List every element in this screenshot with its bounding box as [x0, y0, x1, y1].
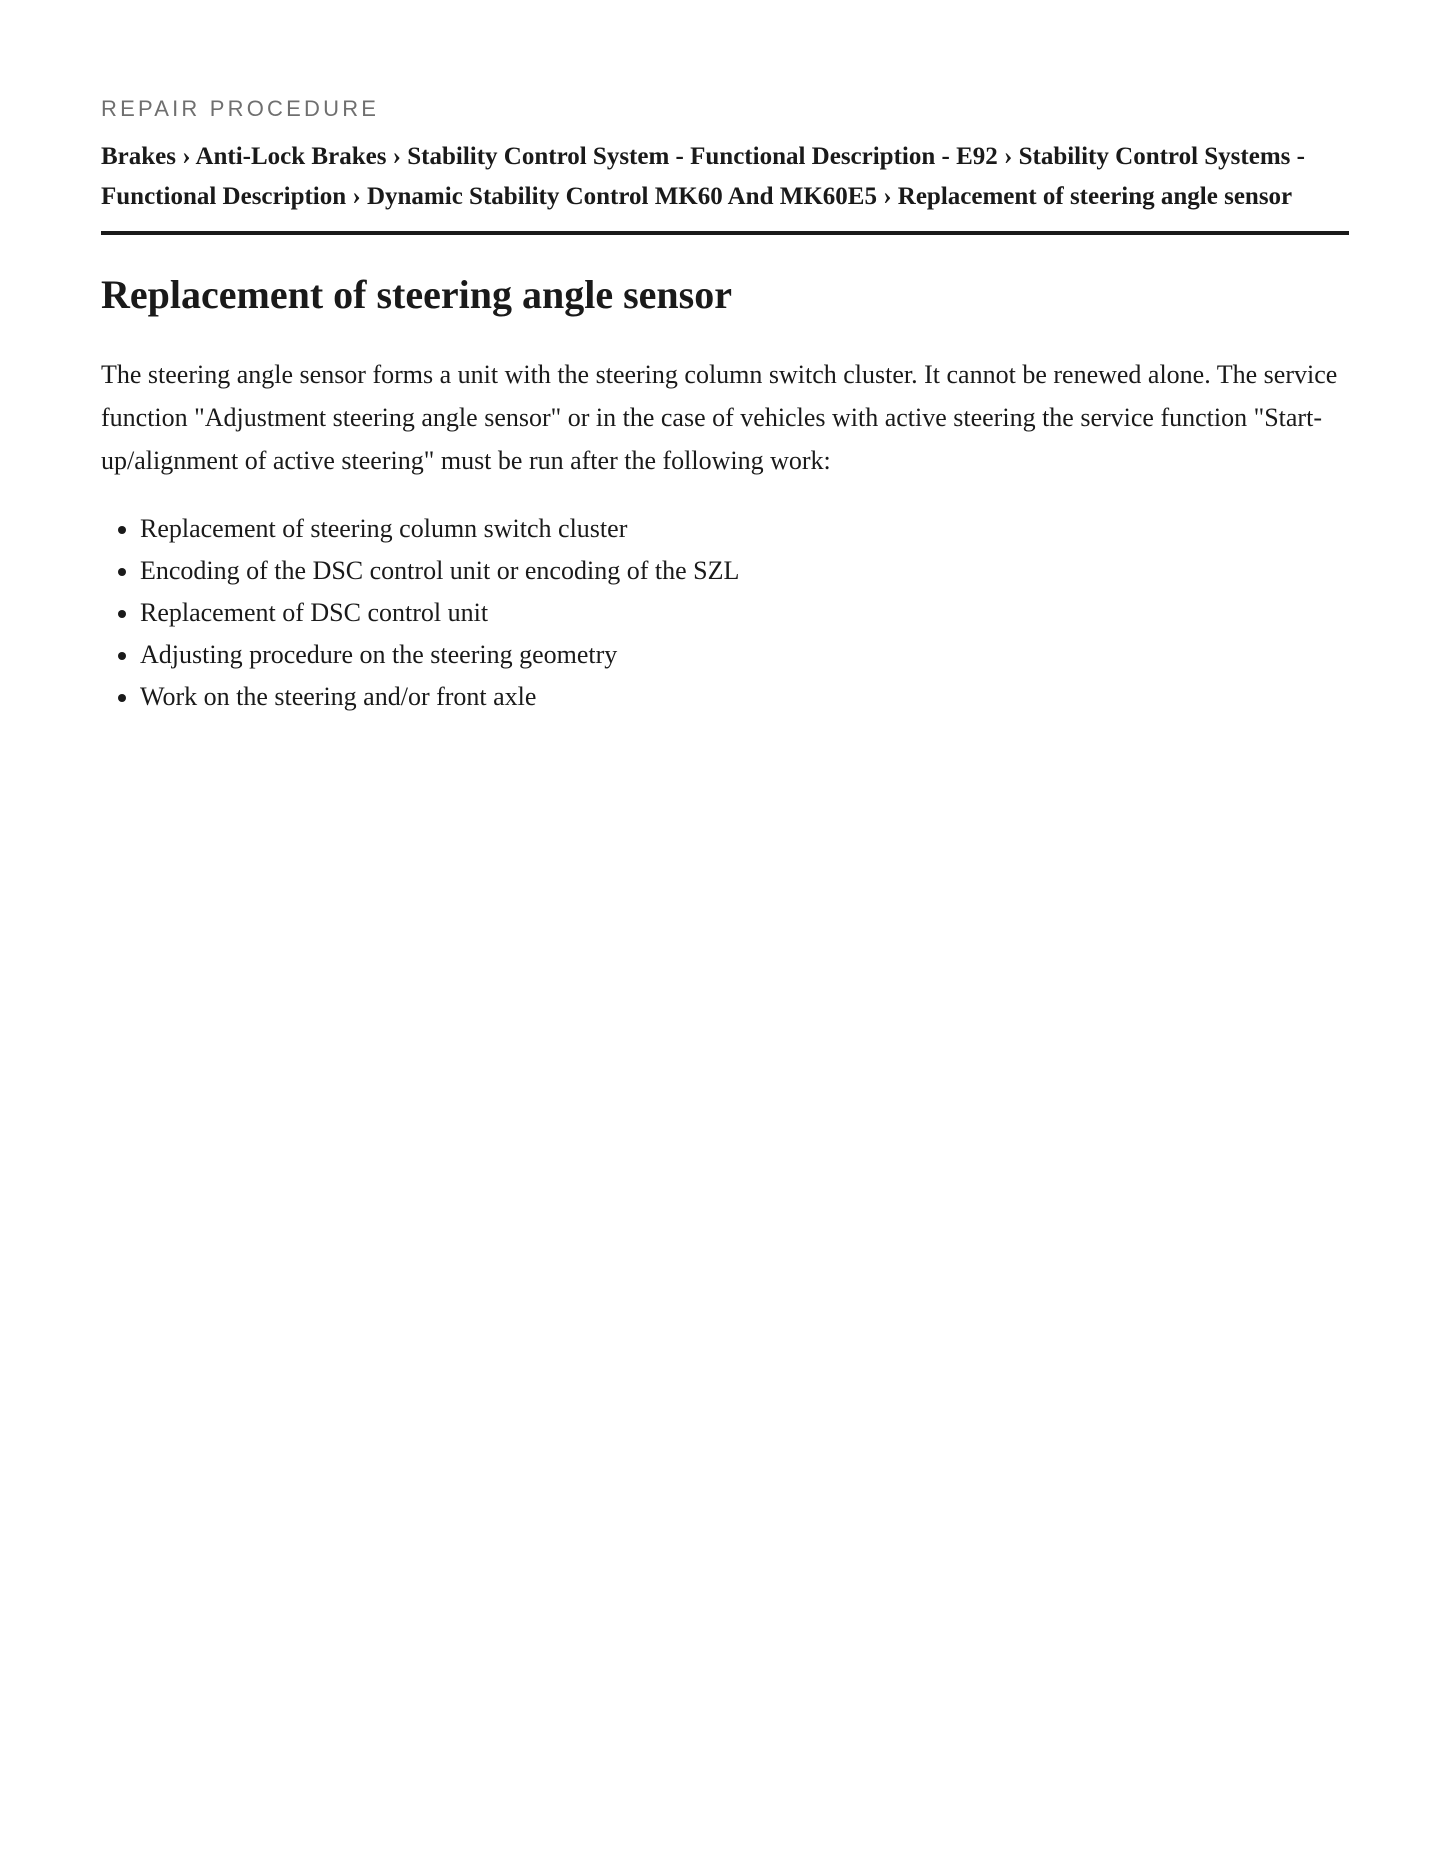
header-divider [101, 231, 1349, 235]
breadcrumb: Brakes › Anti-Lock Brakes › Stability Control System - Functional Description - E92 › Stability Control Systems - Functional Description › Dynamic Stability Control MK60 And MK60E5 › Replacement of steering angle sensor [101, 143, 1305, 210]
list-item: • Replacement of DSC control unit [140, 592, 1349, 634]
section-kicker: REPAIR PROCEDURE [101, 96, 380, 121]
document-page [101, 92, 1349, 718]
list-item: • Encoding of the DSC control unit or encoding of the SZL [140, 550, 1349, 592]
work-list [101, 508, 1349, 718]
page-title: Replacement of steering angle sensor [101, 272, 732, 317]
list-item: • Adjusting procedure on the steering geometry [140, 634, 1349, 676]
intro-paragraph: The steering angle sensor forms a unit with the steering column switch cluster. It cannot be renewed alone. The service function "Adjustment steering angle sensor" or in the case of vehicles with active steering the service function "Start-up/alignment of active steering" must be run after the following work: [101, 360, 1338, 475]
list-item: • Replacement of steering column switch cluster [140, 508, 1349, 550]
list-item: • Work on the steering and/or front axle [140, 676, 1349, 718]
